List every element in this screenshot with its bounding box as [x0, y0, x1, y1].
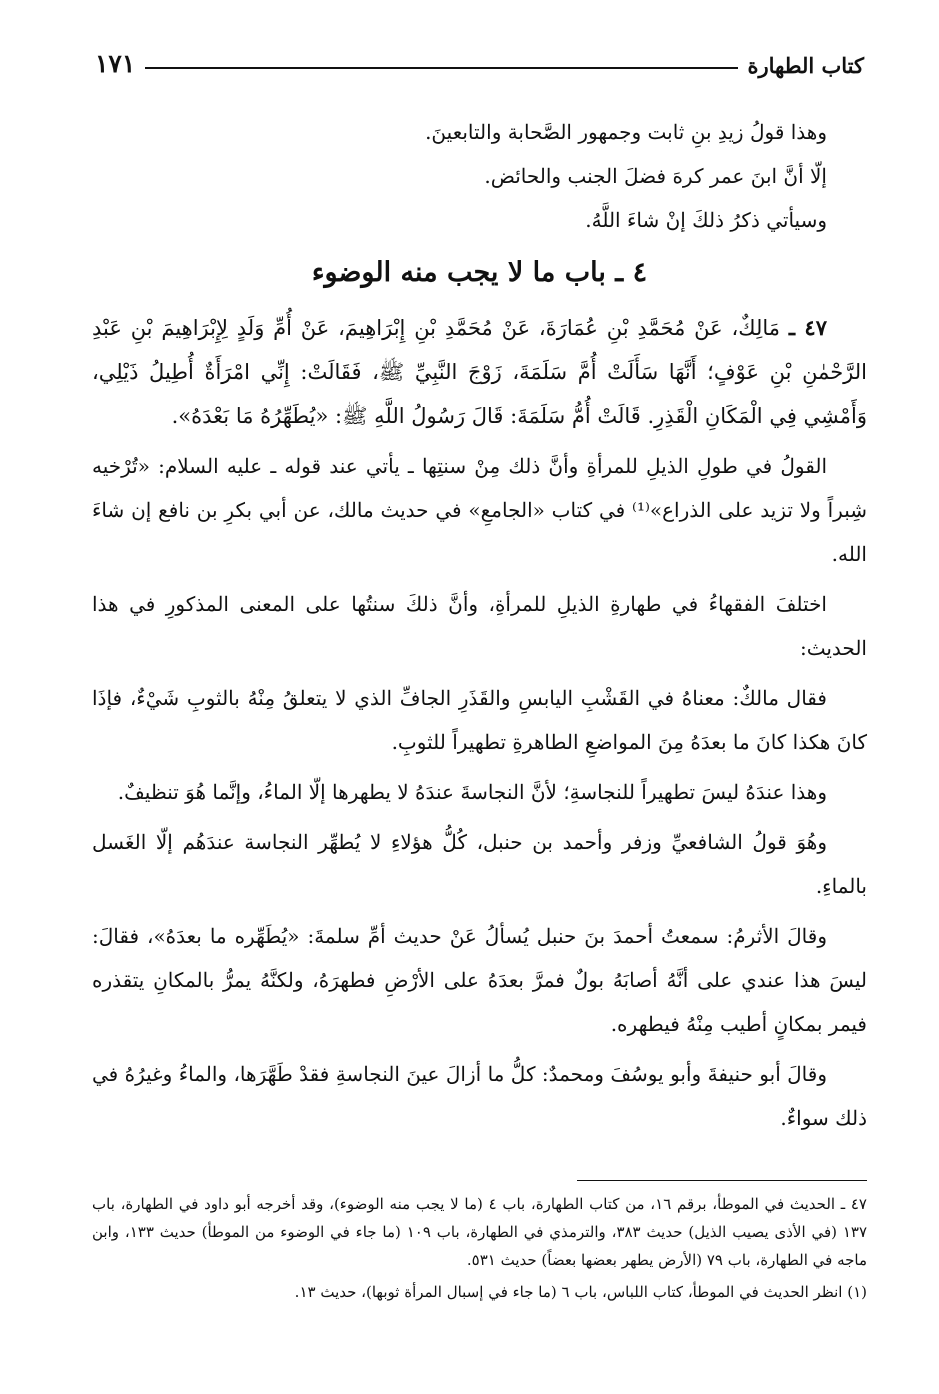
header-rule: [145, 67, 737, 69]
commentary-paragraph: القولُ في طولِ الذيلِ للمرأةِ وأنَّ ذلك مِنْ سنتِها ـ يأتي عند قوله ـ عليه السلام: «تُرْخيه شِبراً ولا تزيد على الذراع»⁽¹⁾ في كتاب «الجامعِ» في حديث مالك، عن أبي بكرِ بن نافع إن شاءَ الله.: [92, 454, 868, 566]
commentary-paragraph: وقالَ الأثرمُ: سمعتُ أحمدَ بنَ حنبل يُسألُ عَنْ حديث أمِّ سلمةَ: «يُطَهِّره ما بعدَهُ»، فقالَ: ليسَ هذا عندي على أنَّهُ أصابَهُ بولٌ فمرَّ بعدَهُ على الأرْضِ فطهرَهُ، ولكنَّهُ يمرُّ بالمكانِ يتقذره فيمر بمكانٍ أطيب مِنْهُ فيطهره.: [92, 924, 867, 1036]
running-header: [95, 38, 864, 78]
footnotes: [92, 1190, 867, 1306]
intro-line: وسيأتي ذكرُ ذلكَ إنْ شاءَ اللَّهُ.: [585, 208, 827, 232]
footnote-hadith-source: ٤٧ ـ الحديث في الموطأ، برقم ١٦، من كتاب الطهارة، باب ٤ (ما لا يجب منه الوضوء)، وقد أخرجه أبو داود في الطهارة، باب ١٣٧ (في الأذى يصيب الذيل) حديث ٣٨٣، والترمذي في الطهارة، باب ١٠٩ (ما جاء في الوضوء من الموطأ) حديث ١٣٣، وابن ماجه في الطهارة، باب ٧٩ (الأرض يطهر بعضها بعضاً) حديث ٥٣١.: [92, 1195, 868, 1269]
commentary-paragraph: فقال مالكٌ: معناهُ في القَشْبِ اليابسِ والقَذَرِ الجافِّ الذي لا يتعلقُ مِنْهُ بالثوبِ شَيْءٌ، فإذَا كانَ هكذا كانَ ما بعدَهُ مِنَ المواضعِ الطاهرةِ تطهيراً للثوبِ.: [92, 686, 867, 754]
hadith-number: ٤٧ ـ: [788, 315, 827, 340]
commentary-paragraph: وهُوَ قولُ الشافعيِّ وزفر وأحمد بن حنبل، كُلُّ هؤلاءِ لا يُطهِّر النجاسة عندَهُم إلّا الغَسل بالماءِ.: [92, 830, 867, 898]
commentary-paragraph: وهذا عندَهُ ليسَ تطهيراً للنجاسةِ؛ لأنَّ النجاسةَ عندَهُ لا يطهرها إلّا الماءُ، وإنَّما هُوَ تنظيفٌ.: [117, 780, 827, 804]
commentary-paragraph: وقالَ أبو حنيفةَ وأبو يوسُفَ ومحمدٌ: كلُّ ما أزالَ عينَ النجاسةِ فقدْ طَهَّرَها، والماءُ وغيرُهُ في ذلك سواءٌ.: [92, 1062, 867, 1130]
page-number: ١٧١: [95, 49, 136, 78]
commentary-paragraph: اختلفَ الفقهاءُ في طهارةِ الذيلِ للمرأةِ، وأنَّ ذلكَ سنتُها على المعنى المذكورِ في هذا الحديث:: [92, 592, 867, 660]
hadith-text: [92, 306, 867, 438]
main-text: [92, 110, 867, 1140]
book-title: كتاب الطهارة: [747, 53, 864, 78]
intro-line: إلّا أنَّ ابنَ عمر كرهَ فضلَ الجنب والحائض.: [484, 164, 827, 188]
hadith-body: مَالِكٌ، عَنْ مُحَمَّدِ بْنِ عُمَارَةَ، عَنْ مُحَمَّدِ بْنِ إِبْرَاهِيمَ، عَنْ أُمِّ وَلَدٍ لِإِبْرَاهِيمَ بْنِ عَبْدِ الرَّحْمٰنِ بْنِ عَوْفٍ؛ أَنَّهَا سَأَلَتْ أُمَّ سَلَمَةَ، زَوْجَ النَّبِيِّ ﷺ، فَقَالَتْ: إِنِّي امْرَأَةٌ أُطِيلُ ذَيْلِي، وَأَمْشِي فِي الْمَكَانِ الْقَذِرِ. قَالَتْ أُمُّ سَلَمَةَ: قَالَ رَسُولُ اللَّهِ ﷺ: «يُطَهِّرُهُ مَا بَعْدَهُ».: [92, 316, 867, 428]
intro-line: وهذا قولُ زيدِ بنِ ثابت وجمهور الصَّحابة والتابعينَ.: [425, 120, 827, 144]
footnote-1: (١) انظر الحديث في الموطأ، كتاب اللباس، باب ٦ (ما جاء في إسبال المرأة ثوبها)، حديث ١٣.: [294, 1283, 867, 1301]
chapter-heading: ٤ ـ باب ما لا يجب منه الوضوء: [311, 257, 648, 288]
footnote-divider: [577, 1180, 867, 1181]
